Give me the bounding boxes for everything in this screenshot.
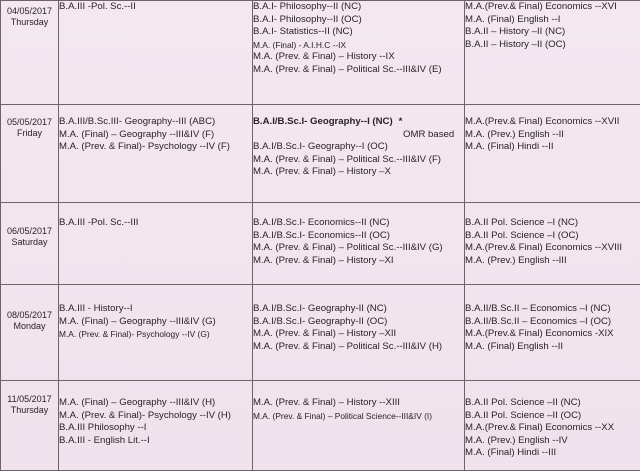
exam-day: Saturday	[1, 237, 58, 248]
paper-entry: M.A. (Final) – Geography --III&IV (F)	[59, 129, 252, 142]
papers-col1	[59, 381, 253, 471]
papers-col3	[465, 381, 640, 471]
exam-date: 04/05/2017	[1, 1, 58, 17]
paper-entry: B.A.III Philosophy --I	[59, 422, 252, 435]
paper-entry: B.A.II Pol. Science –II (OC)	[465, 410, 640, 423]
date-cell	[1, 105, 59, 203]
table-row	[1, 105, 640, 203]
paper-entry: B.A.I/B.Sc.I- Geography--I (OC)	[253, 141, 464, 154]
paper-entry: M.A. (Prev. & Final)- Psychology --IV (F)	[59, 141, 252, 154]
exam-day: Thursday	[1, 405, 58, 416]
paper-entry: M.A.(Prev.& Final) Economics --XX	[465, 422, 640, 435]
date-cell	[1, 381, 59, 471]
date-cell	[1, 203, 59, 285]
exam-day: Friday	[1, 128, 58, 139]
paper-entry: B.A.III -Pol. Sc.--III	[59, 217, 252, 230]
papers-col2	[253, 203, 465, 285]
table-row	[1, 285, 640, 381]
paper-entry: B.A.I/B.Sc.I- Geography-II (NC)	[253, 303, 464, 316]
paper-entry: M.A.(Prev.& Final) Economics --XVIII	[465, 242, 640, 255]
papers-col2	[253, 381, 465, 471]
paper-entry-geography-nc	[253, 116, 464, 129]
paper-entry: B.A.II/B.Sc.II – Economics –I (OC)	[465, 316, 640, 329]
papers-col3	[465, 1, 640, 105]
paper-entry: M.A. (Prev. & Final)- Psychology --IV (G)	[59, 328, 252, 341]
paper-entry: M.A.(Prev.& Final) Economics -XIX	[465, 328, 640, 341]
paper-entry: M.A. (Final) - A.I.H.C --IX	[253, 39, 464, 52]
paper-entry: B.A.I/B.Sc.I- Geography-II (OC)	[253, 316, 464, 329]
exam-day: Monday	[1, 321, 58, 332]
paper-entry: B.A.III/B.Sc.III- Geography--III (ABC)	[59, 116, 252, 129]
paper-entry: B.A.III - History--I	[59, 303, 252, 316]
paper-entry: M.A. (Prev. & Final) – Political Sc.--III&IV (F)	[253, 154, 464, 167]
paper-entry: M.A. (Prev. & Final) – Political Sc.--III&IV (H)	[253, 341, 464, 354]
paper-entry: M.A. (Final) – Geography --III&IV (H)	[59, 397, 252, 410]
papers-col1	[59, 105, 253, 203]
paper-entry: M.A. (Prev. & Final)- Psychology --IV (H)	[59, 410, 252, 423]
paper-entry: B.A.II Pol. Science –I (OC)	[465, 230, 640, 243]
paper-entry: M.A. (Prev. & Final) – History --XIII	[253, 397, 464, 410]
paper-entry: M.A. (Final) English --II	[465, 341, 640, 354]
exam-day: Thursday	[1, 17, 58, 28]
paper-entry: M.A. (Final) Hindi --III	[465, 447, 640, 460]
papers-col2	[253, 285, 465, 381]
date-cell	[1, 285, 59, 381]
table-row	[1, 381, 640, 471]
papers-col3	[465, 203, 640, 285]
paper-entry: M.A.(Prev.& Final) Economics --XVII	[465, 116, 640, 129]
paper-entry: M.A. (Prev. & Final) – Political Sc.--III&IV (E)	[253, 64, 464, 77]
paper-entry: B.A.I/B.Sc.I- Economics--II (NC)	[253, 217, 464, 230]
paper-entry: B.A.III -Pol. Sc.--II	[59, 1, 252, 14]
exam-date: 11/05/2017	[1, 381, 58, 405]
paper-entry: B.A.I/B.Sc.I- Economics--II (OC)	[253, 230, 464, 243]
asterisk-note: *	[399, 116, 403, 127]
paper-entry: M.A. (Final) Hindi --II	[465, 141, 640, 154]
paper-entry: B.A.II – History –II (NC)	[465, 26, 640, 39]
paper-entry: M.A. (Prev.) English --IV	[465, 435, 640, 448]
paper-entry: M.A. (Prev. & Final) – Political Science--III&IV (I)	[253, 410, 464, 423]
papers-col1	[59, 285, 253, 381]
papers-col2	[253, 105, 465, 203]
paper-entry: B.A.I- Philosophy--II (OC)	[253, 14, 464, 27]
exam-date: 06/05/2017	[1, 203, 58, 237]
paper-entry: M.A.(Prev.& Final) Economics --XVI	[465, 1, 640, 14]
date-cell	[1, 1, 59, 105]
paper-entry: B.A.II – History –II (OC)	[465, 39, 640, 52]
paper-entry: M.A. (Prev. & Final) – History --IX	[253, 51, 464, 64]
papers-col3	[465, 285, 640, 381]
paper-entry: B.A.I- Statistics--II (NC)	[253, 26, 464, 39]
papers-col3	[465, 105, 640, 203]
exam-date: 08/05/2017	[1, 285, 58, 321]
exam-date: 05/05/2017	[1, 105, 58, 128]
paper-entry: B.A.I- Philosophy--II (NC)	[253, 1, 464, 14]
paper-entry: M.A. (Prev.) English --II	[465, 129, 640, 142]
paper-entry-text: B.A.I/B.Sc.I- Geography--I (NC)	[253, 116, 393, 127]
table-row	[1, 203, 640, 285]
paper-entry: M.A. (Prev. & Final) – History –XII	[253, 328, 464, 341]
paper-entry: M.A. (Prev.) English --III	[465, 255, 640, 268]
papers-col1	[59, 1, 253, 105]
paper-entry: B.A.III - English Lit.--I	[59, 435, 252, 448]
paper-entry: M.A. (Prev. & Final) – History –XI	[253, 255, 464, 268]
paper-entry: M.A. (Final) English --I	[465, 14, 640, 27]
paper-entry: B.A.II/B.Sc.II – Economics –I (NC)	[465, 303, 640, 316]
table-row	[1, 1, 640, 105]
omr-note: OMR based	[253, 129, 464, 142]
papers-col2	[253, 1, 465, 105]
papers-col1	[59, 203, 253, 285]
paper-entry: B.A.II Pol. Science –I (NC)	[465, 217, 640, 230]
paper-entry: B.A.II Pol. Science –II (NC)	[465, 397, 640, 410]
paper-entry: M.A. (Prev. & Final) – History –X	[253, 166, 464, 179]
paper-entry: M.A. (Prev. & Final) – Political Sc.--III&IV (G)	[253, 242, 464, 255]
paper-entry: M.A. (Final) – Geography --III&IV (G)	[59, 316, 252, 329]
